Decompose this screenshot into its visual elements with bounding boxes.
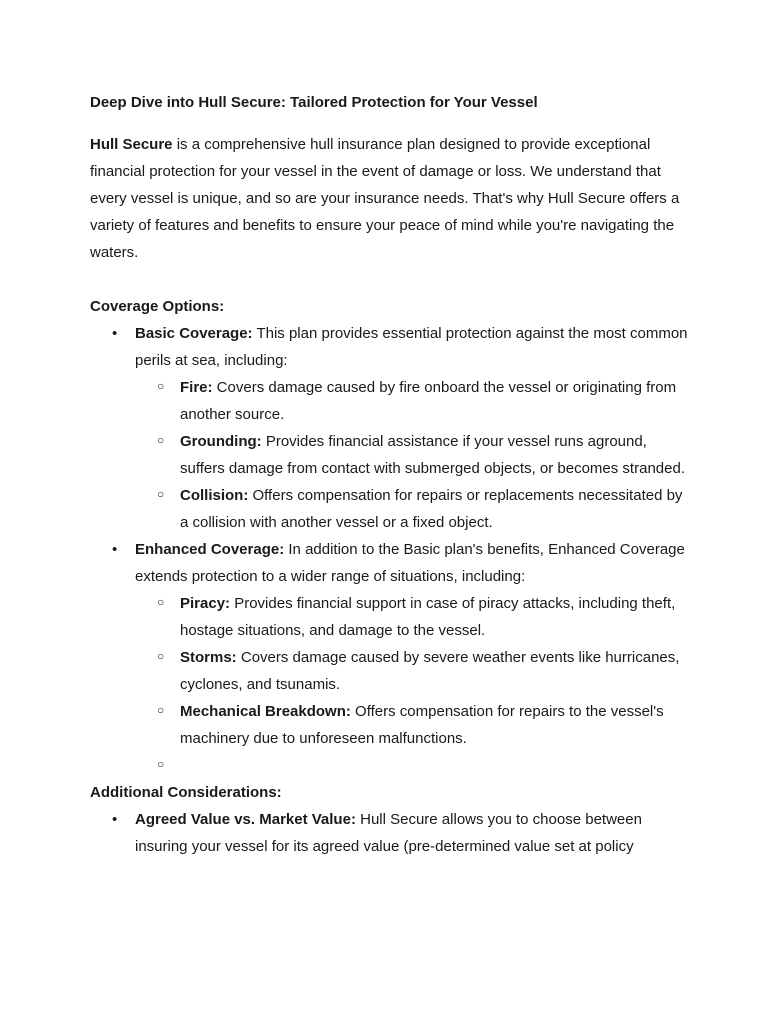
list-item-enhanced-coverage xyxy=(90,536,690,779)
item-text: Hull Secure allows you to choose between insuring your vessel for its agreed value (pre-determined value set at policy xyxy=(135,811,642,855)
list-item-fire xyxy=(135,374,690,428)
paragraph-spacer xyxy=(90,266,690,293)
list-item-piracy xyxy=(135,590,690,644)
list-item-storms xyxy=(135,644,690,698)
item-text: Offers compensation for repairs to the vessel's machinery due to unforeseen malfunctions. xyxy=(180,703,664,747)
item-label: Mechanical Breakdown: xyxy=(180,703,351,720)
disc-bullet-icon: • xyxy=(112,541,118,558)
intro-lead-bold: Hull Secure xyxy=(90,136,173,153)
coverage-options-list xyxy=(90,320,690,779)
circle-bullet-icon: ○ xyxy=(157,757,165,771)
item-text: Covers damage caused by fire onboard the vessel or originating from another source. xyxy=(180,379,677,423)
list-item-grounding xyxy=(135,428,690,482)
intro-text: is a comprehensive hull insurance plan designed to provide exceptional financial protection for your vessel in the event of damage or loss. We understand that every vessel is unique, and so are your insurance needs. That's why Hull Secure offers a variety of features and benefits to ensure your peace of mind while you're navigating the waters. xyxy=(90,136,680,261)
circle-bullet-icon: ○ xyxy=(157,487,165,501)
circle-bullet-icon: ○ xyxy=(157,649,165,663)
document-page xyxy=(90,89,690,860)
circle-bullet-icon: ○ xyxy=(157,595,165,609)
item-text: Provides financial support in case of piracy attacks, including theft, hostage situations, and damage to the vessel. xyxy=(180,595,676,639)
item-label: Enhanced Coverage: xyxy=(135,541,285,558)
item-label: Collision: xyxy=(180,487,249,504)
enhanced-coverage-sublist xyxy=(135,590,690,779)
disc-bullet-icon: • xyxy=(112,325,118,342)
item-label: Storms: xyxy=(180,649,237,666)
intro-paragraph xyxy=(90,131,690,266)
list-item-agreed-value xyxy=(90,806,690,860)
list-item-basic-coverage xyxy=(90,320,690,536)
disc-bullet-icon: • xyxy=(112,811,118,828)
document-title: Deep Dive into Hull Secure: Tailored Protection for Your Vessel xyxy=(90,94,538,111)
item-text: Offers compensation for repairs or replacements necessitated by a collision with another vessel or a fixed object. xyxy=(180,487,683,531)
basic-coverage-sublist xyxy=(135,374,690,536)
list-item-empty xyxy=(135,752,690,779)
item-label: Piracy: xyxy=(180,595,231,612)
additional-considerations-list xyxy=(90,806,690,860)
list-item-mechanical-breakdown xyxy=(135,698,690,752)
circle-bullet-icon: ○ xyxy=(157,703,165,717)
item-text: In addition to the Basic plan's benefits, Enhanced Coverage extends protection to a wider range of situations, including: xyxy=(135,541,685,585)
item-label: Grounding: xyxy=(180,433,262,450)
item-label: Agreed Value vs. Market Value: xyxy=(135,811,356,828)
item-text: Provides financial assistance if your vessel runs aground, suffers damage from contact with submerged objects, or becomes stranded. xyxy=(180,433,685,477)
additional-considerations-heading: Additional Considerations: xyxy=(90,784,282,801)
item-label: Fire: xyxy=(180,379,213,396)
circle-bullet-icon: ○ xyxy=(157,379,165,393)
list-item-collision xyxy=(135,482,690,536)
item-text: Covers damage caused by severe weather events like hurricanes, cyclones, and tsunamis. xyxy=(180,649,680,693)
circle-bullet-icon: ○ xyxy=(157,433,165,447)
coverage-options-heading: Coverage Options: xyxy=(90,298,225,315)
item-label: Basic Coverage: xyxy=(135,325,253,342)
item-text: This plan provides essential protection against the most common perils at sea, including: xyxy=(135,325,688,369)
